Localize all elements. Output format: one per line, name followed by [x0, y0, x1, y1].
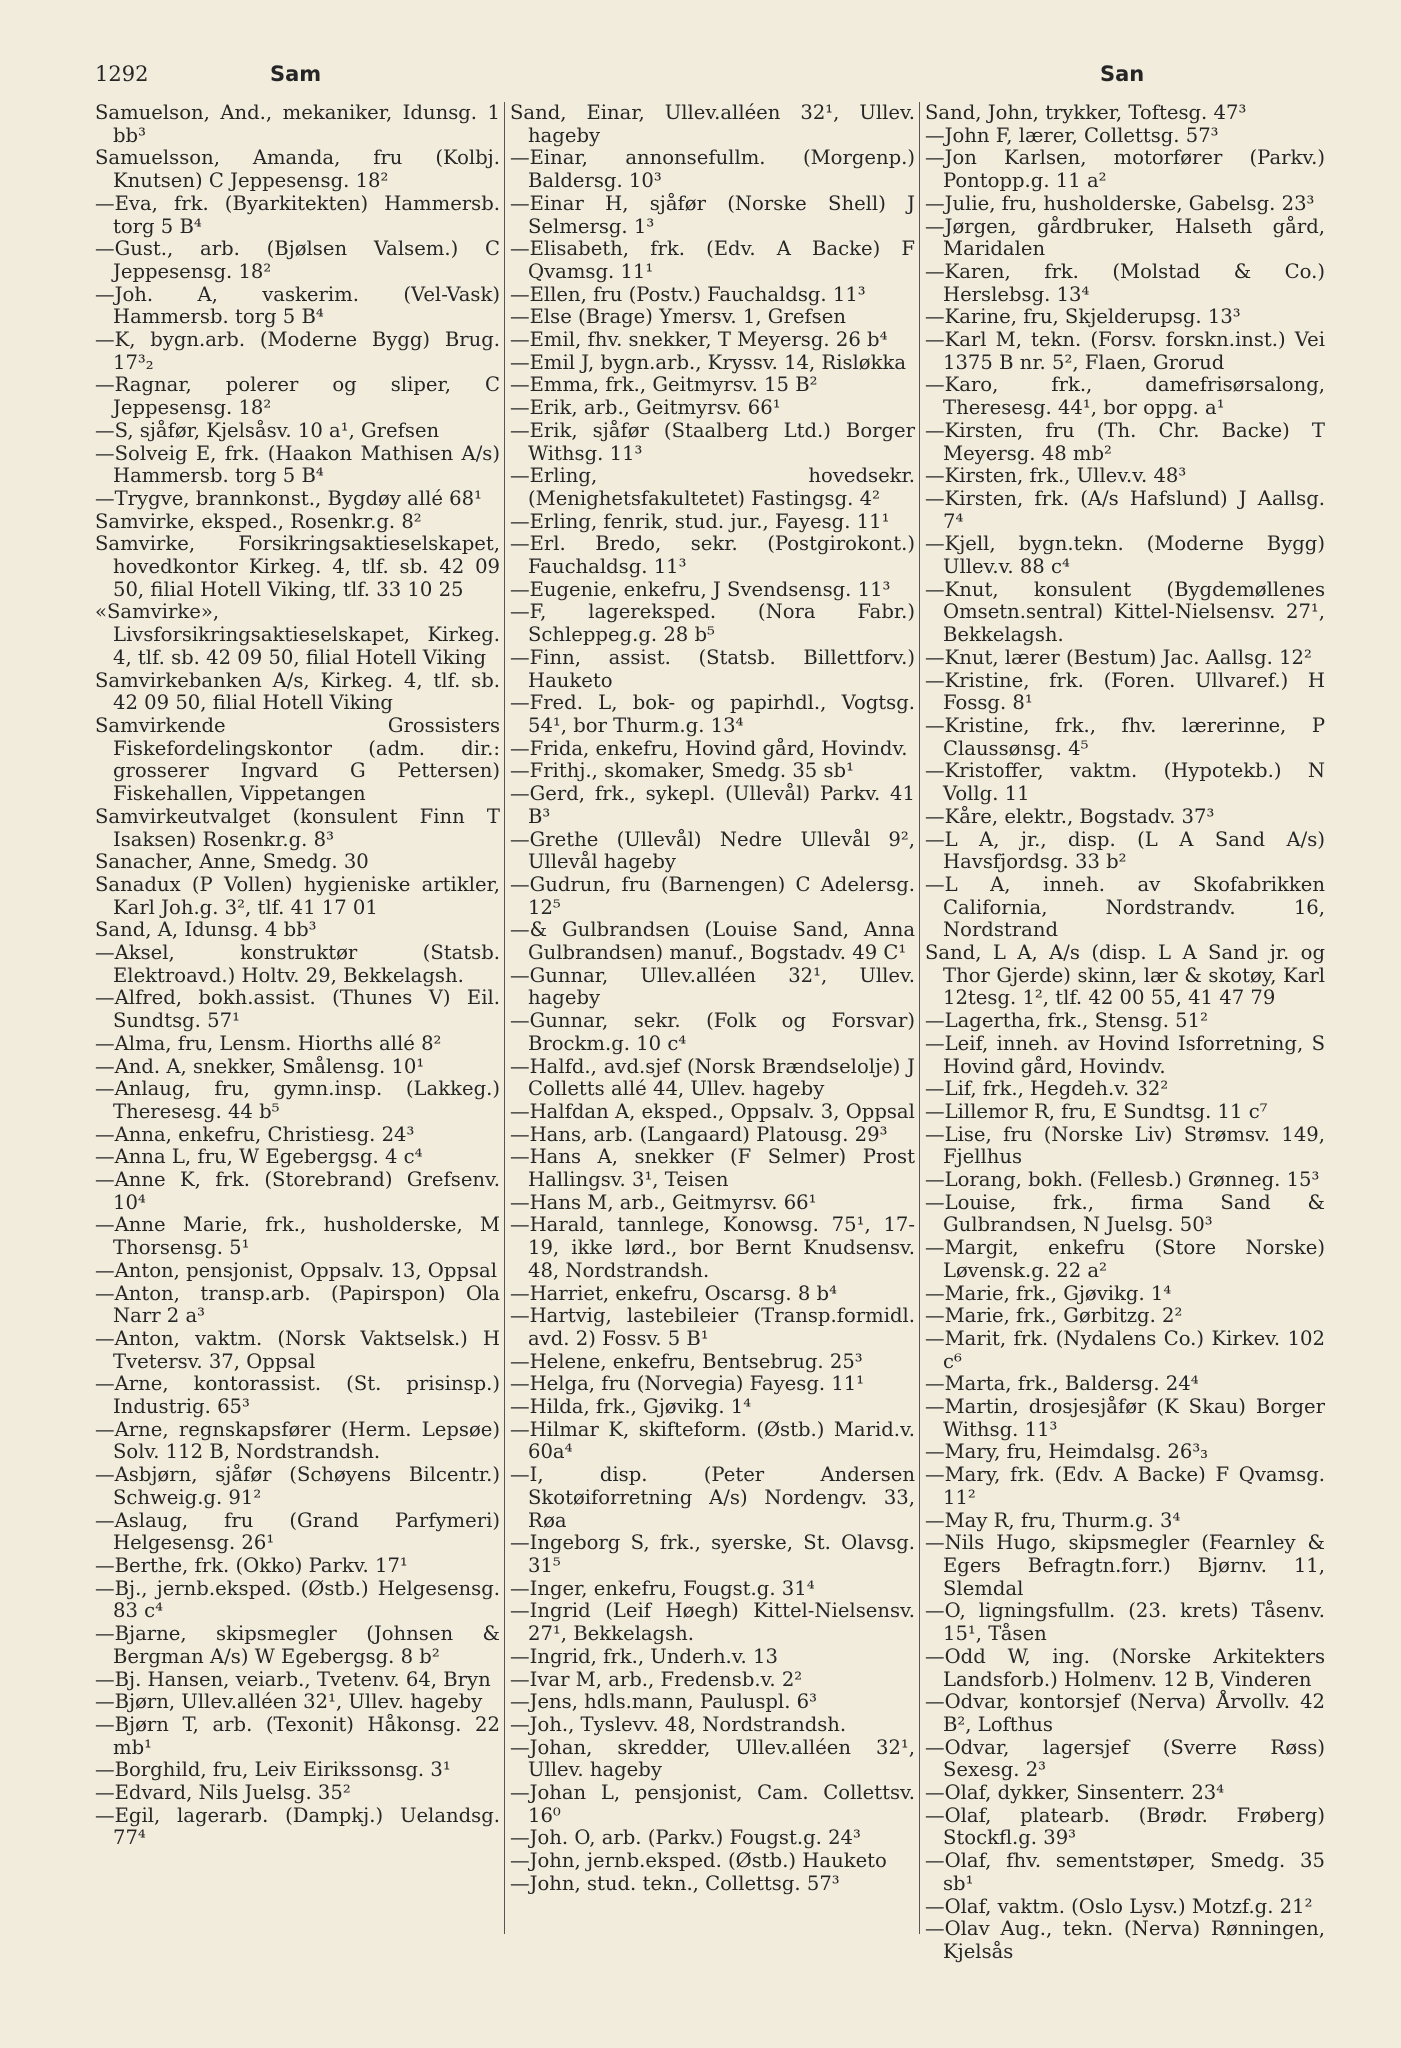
directory-entry: «Samvirke», Livsforsikringsaktieselskapet, Kirkeg. 4, tlf. sb. 42 09 50, filial Hotell Viking — [95, 600, 500, 669]
directory-entry: —K, bygn.arb. (Moderne Bygg) Brug. 17³₂ — [95, 328, 500, 374]
directory-entry: —Alma, fru, Lensm. Hiorths allé 8² — [95, 1031, 442, 1055]
directory-entry: —Anna, enkefru, Christiesg. 24³ — [95, 1122, 415, 1146]
directory-entry: —Ragnar, polerer og sliper, C Jeppesensg. 18² — [95, 373, 500, 420]
directory-entry: —Joh. O, arb. (Parkv.) Fougst.g. 24³ — [510, 1826, 861, 1850]
directory-entry: —Gust., arb. (Bjølsen Valsem.) C Jeppesensg. 18² — [95, 237, 500, 283]
directory-entry: —Bj., jernb.eksped. (Østb.) Helgesensg. 83 c⁴ — [95, 1576, 500, 1623]
directory-entry: —Ivar M, arb., Fredensb.v. 2² — [510, 1667, 803, 1691]
directory-entry: —Inger, enkefru, Fougst.g. 31⁴ — [510, 1576, 815, 1600]
directory-entry: —Jon Karlsen, motorfører (Parkv.) Pontopp.g. 11 a² — [925, 146, 1325, 193]
directory-entry: —Erl. Bredo, sekr. (Postgirokont.) Fauchaldsg. 11³ — [510, 532, 915, 579]
directory-entry: —Elisabeth, frk. (Edv. A Backe) F Qvamsg. 11¹ — [510, 237, 915, 283]
directory-entry: —Anne K, frk. (Storebrand) Grefsenv. 10⁴ — [95, 1168, 500, 1214]
directory-entry: —Halfdan A, eksped., Oppsalv. 3, Oppsal — [510, 1099, 915, 1123]
directory-entry: —Erik, sjåfør (Staalberg Ltd.) Borger Withsg. 11³ — [510, 418, 915, 465]
directory-entry: —Kjell, bygn.tekn. (Moderne Bygg) Ullev.v. 88 c⁴ — [925, 532, 1325, 579]
directory-entry: —Karl M, tekn. (Forsv. forskn.inst.) Vei 1375 B nr. 5², Flaen, Grorud — [925, 328, 1325, 374]
directory-entry: Sand, Einar, Ullev.alléen 32¹, Ullev. hageby — [510, 101, 915, 147]
directory-entry: —Kristine, frk., fhv. lærerinne, P Claussønsg. 4⁵ — [925, 713, 1325, 760]
directory-entry: Sanadux (P Vollen) hygieniske artikler, Karl Joh.g. 3², tlf. 41 17 01 — [95, 872, 500, 919]
directory-entry: —Kirsten, fru (Th. Chr. Backe) T Meyersg. 48 mb² — [925, 418, 1325, 465]
directory-entry: —Einar H, sjåfør (Norske Shell) J Selmersg. 1³ — [510, 191, 915, 238]
directory-entry: —Anton, pensjonist, Oppsalv. 13, Oppsal — [95, 1258, 497, 1282]
directory-entry: Sand, John, trykker, Toftesg. 47³ — [925, 101, 1247, 124]
directory-entry: —Olaf, platearb. (Brødr. Frøberg) Stockfl.g. 39³ — [925, 1803, 1325, 1850]
directory-entry: —Ellen, fru (Postv.) Fauchaldsg. 11³ — [510, 282, 866, 306]
directory-entry: —Bjørn, Ullev.alléen 32¹, Ullev. hageby — [95, 1690, 483, 1714]
right-headword: San — [1100, 62, 1145, 86]
directory-entry: —John, stud. tekn., Collettsg. 57³ — [510, 1871, 840, 1895]
directory-entry: —Kåre, elektr., Bogstadv. 37³ — [925, 804, 1215, 828]
directory-entry: —Anton, transp.arb. (Papirspon) Ola Narr 2 a³ — [95, 1281, 500, 1328]
directory-entry: —Olaf, dykker, Sinsenterr. 23⁴ — [925, 1781, 1225, 1805]
directory-entry: —Hartvig, lastebileier (Transp.formidl. avd. 2) Fossv. 5 B¹ — [510, 1304, 915, 1350]
directory-entry: —Karine, fru, Skjelderupsg. 13³ — [925, 305, 1241, 329]
directory-entry: —Ingeborg S, frk., syerske, St. Olavsg. 31⁵ — [510, 1531, 915, 1577]
directory-entry: —Aksel, konstruktør (Statsb. Elektroavd.) Holtv. 29, Bekkelagsh. — [95, 941, 500, 987]
directory-entry: —Martin, drosjesjåfør (K Skau) Borger Withsg. 11³ — [925, 1395, 1325, 1441]
directory-entry: —Lorang, bokh. (Fellesb.) Grønneg. 15³ — [925, 1168, 1320, 1192]
directory-entry: —Erik, arb., Geitmyrsv. 66¹ — [510, 396, 781, 420]
directory-entry: —Lise, fru (Norske Liv) Strømsv. 149, Fjellhus — [925, 1122, 1325, 1169]
directory-entry: —Aslaug, fru (Grand Parfymeri) Helgesensg. 26¹ — [95, 1508, 500, 1555]
directory-entry: —Jens, hdls.mann, Pauluspl. 6³ — [510, 1690, 817, 1714]
directory-entry: —Kristine, frk. (Foren. Ullvaref.) H Fossg. 8¹ — [925, 668, 1325, 715]
directory-entry: —Emil, fhv. snekker, T Meyersg. 26 b⁴ — [510, 328, 888, 352]
directory-entry: Samuelson, And., mekaniker, Idunsg. 1 bb³ — [95, 101, 500, 147]
directory-entry: —Marit, frk. (Nydalens Co.) Kirkev. 102 c⁶ — [925, 1326, 1325, 1373]
directory-entry: —Frida, enkefru, Hovind gård, Hovindv. — [510, 736, 908, 760]
page-header — [95, 62, 1305, 98]
directory-entry: —Lif, frk., Hegdeh.v. 32² — [925, 1077, 1169, 1101]
column-3 — [925, 102, 1325, 1964]
directory-entry: —Hans M, arb., Geitmyrsv. 66¹ — [510, 1190, 817, 1214]
directory-entry: —Finn, assist. (Statsb. Billettforv.) Hauketo — [510, 645, 915, 692]
directory-entry: —Einar, annonsefullm. (Morgenp.) Baldersg. 10³ — [510, 146, 915, 193]
directory-entry: —Joh. A, vaskerim. (Vel-Vask) Hammersb. torg 5 B⁴ — [95, 282, 500, 329]
directory-entry: —Alfred, bokh.assist. (Thunes V) Eil. Sundtsg. 57¹ — [95, 986, 500, 1033]
directory-entry: —Erling, hovedsekr. (Menighetsfakultetet) Fastingsg. 4² — [510, 464, 915, 510]
directory-entry: —Karen, frk. (Molstad & Co.) Herslebsg. 13⁴ — [925, 259, 1325, 306]
directory-entry: —Hans A, snekker (F Selmer) Prost Hallingsv. 3¹, Teisen — [510, 1145, 915, 1192]
directory-entry: —Kirsten, frk., Ullev.v. 48³ — [925, 464, 1187, 488]
directory-entry: —Nils Hugo, skipsmegler (Fearnley & Egers Befragtn.forr.) Bjørnv. 11, Slemdal — [925, 1531, 1325, 1600]
directory-entry: —Marie, frk., Gørbitzg. 2² — [925, 1304, 1183, 1328]
directory-entry: —Johan L, pensjonist, Cam. Collettsv. 16⁰ — [510, 1781, 915, 1827]
directory-entry: —Joh., Tyslevv. 48, Nordstrandsh. — [510, 1712, 847, 1736]
directory-entry: —Bj. Hansen, veiarb., Tvetenv. 64, Bryn — [95, 1667, 491, 1691]
column-divider — [919, 102, 920, 1934]
directory-entry: —Emil J, bygn.arb., Kryssv. 14, Risløkka — [510, 350, 907, 374]
directory-entry: Samvirkeutvalget (konsulent Finn T Isaksen) Rosenkr.g. 8³ — [95, 804, 500, 851]
directory-entry: —Anne Marie, frk., husholderske, M Thorsensg. 5¹ — [95, 1213, 500, 1260]
directory-entry: —John F, lærer, Collettsg. 57³ — [925, 123, 1219, 147]
directory-entry: —Bjarne, skipsmegler (Johnsen & Bergman A/s) W Egebergsg. 8 b² — [95, 1622, 500, 1668]
directory-entry: —Gerd, frk., sykepl. (Ullevål) Parkv. 41 B³ — [510, 782, 915, 828]
directory-entry: —Borghild, fru, Leiv Eirikssonsg. 3¹ — [95, 1758, 451, 1782]
directory-entry: —Trygve, brannkonst., Bygdøy allé 68¹ — [95, 486, 482, 510]
column-1 — [95, 102, 500, 1850]
directory-entry: —Gunnar, sekr. (Folk og Forsvar) Brockm.g. 10 c⁴ — [510, 1009, 915, 1055]
directory-entry: —& Gulbrandsen (Louise Sand, Anna Gulbrandsen) manuf., Bogstadv. 49 C¹ — [510, 918, 915, 965]
directory-entry: —O, ligningsfullm. (23. krets) Tåsenv. 15¹, Tåsen — [925, 1599, 1325, 1646]
directory-entry: —John, jernb.eksped. (Østb.) Hauketo — [510, 1849, 887, 1873]
column-2 — [510, 102, 915, 1896]
directory-entry: —Asbjørn, sjåfør (Schøyens Bilcentr.) Schweig.g. 91² — [95, 1463, 500, 1509]
directory-entry: —Odvar, kontorsjef (Nerva) Årvollv. 42 B², Lofthus — [925, 1690, 1325, 1736]
directory-entry: —Ingrid (Leif Høegh) Kittel-Nielsensv. 27¹, Bekkelagsh. — [510, 1599, 915, 1646]
directory-entry: —I, disp. (Peter Andersen Skotøiforretning A/s) Nordengv. 33, Røa — [510, 1463, 915, 1532]
directory-entry: —Frithj., skomaker, Smedg. 35 sb¹ — [510, 759, 854, 783]
directory-entry: —Anna L, fru, W Egebergsg. 4 c⁴ — [95, 1145, 423, 1169]
directory-entry: —Kristoffer, vaktm. (Hypotekb.) N Vollg. 11 — [925, 759, 1325, 806]
directory-entry: —Kirsten, frk. (A/s Hafslund) J Aallsg. 7⁴ — [925, 486, 1325, 533]
directory-entry: —L A, jr., disp. (L A Sand A/s) Havsfjordsg. 33 b² — [925, 827, 1325, 874]
directory-entry: Samvirke, Forsikringsaktieselskapet, hovedkontor Kirkeg. 4, tlf. sb. 42 09 50, filial Hotell Viking, tlf. 33 10 25 — [95, 532, 500, 601]
directory-entry: —Olav Aug., tekn. (Nerva) Rønningen, Kjelsås — [925, 1917, 1325, 1963]
directory-entry: —Grethe (Ullevål) Nedre Ullevål 9², Ullevål hageby — [510, 827, 915, 874]
directory-entry: —Odvar, lagersjef (Sverre Røss) Sexesg. 2³ — [925, 1735, 1325, 1782]
directory-entry: —Karo, frk., damefrisørsalong, Theresesg. 44¹, bor oppg. a¹ — [925, 373, 1325, 420]
directory-entry: —Harald, tannlege, Konowsg. 75¹, 17-19, ikke lørd., bor Bernt Knudsensv. 48, Nordstrandsh. — [510, 1213, 915, 1282]
directory-entry: —Margit, enkefru (Store Norske) Løvensk.g. 22 a² — [925, 1236, 1325, 1282]
directory-entry: —Mary, fru, Heimdalsg. 26³₃ — [925, 1440, 1209, 1464]
directory-entry: —Marie, frk., Gjøvikg. 1⁴ — [925, 1281, 1172, 1305]
directory-entry: —Helene, enkefru, Bentsebrug. 25³ — [510, 1349, 863, 1373]
directory-entry: —Lillemor R, fru, E Sundtsg. 11 c⁷ — [925, 1099, 1268, 1123]
directory-entry: —Knut, lærer (Bestum) Jac. Aallsg. 12² — [925, 645, 1312, 669]
directory-entry: —Mary, frk. (Edv. A Backe) F Qvamsg. 11² — [925, 1463, 1325, 1509]
directory-entry: —Emma, frk., Geitmyrsv. 15 B² — [510, 373, 818, 397]
directory-entry: —May R, fru, Thurm.g. 3⁴ — [925, 1508, 1181, 1532]
directory-entry: —Eva, frk. (Byarkitekten) Hammersb. torg 5 B⁴ — [95, 191, 500, 238]
directory-entry: Samvirke, eksped., Rosenkr.g. 8² — [95, 509, 422, 533]
directory-entry: —F, lagereksped. (Nora Fabr.) Schleppeg.g. 28 b⁵ — [510, 600, 915, 647]
directory-entry: —Hans, arb. (Langaard) Platousg. 29³ — [510, 1122, 888, 1146]
directory-entry: —Ingrid, frk., Underh.v. 13 — [510, 1644, 778, 1668]
directory-entry: —Gudrun, fru (Barnengen) C Adelersg. 12⁵ — [510, 872, 915, 919]
directory-entry: —Harriet, enkefru, Oscarsg. 8 b⁴ — [510, 1281, 837, 1305]
directory-entry: —L A, inneh. av Skofabrikken California, Nordstrandv. 16, Nordstrand — [925, 872, 1325, 942]
directory-entry: —Fred. L, bok- og papirhdl., Vogtsg. 54¹, bor Thurm.g. 13⁴ — [510, 691, 915, 737]
directory-entry: —Arne, regnskapsfører (Herm. Lepsøe) Solv. 112 B, Nordstrandsh. — [95, 1417, 500, 1464]
page-number: 1292 — [95, 62, 149, 86]
directory-entry: —Odd W, ing. (Norske Arkitekters Landsforb.) Holmenv. 12 B, Vinderen — [925, 1644, 1325, 1691]
directory-entry: —Else (Brage) Ymersv. 1, Grefsen — [510, 305, 846, 329]
directory-entry: —Johan, skredder, Ullev.alléen 32¹, Ullev. hageby — [510, 1735, 915, 1782]
directory-entry: —Hilda, frk., Gjøvikg. 1⁴ — [510, 1395, 752, 1419]
directory-entry: —Julie, fru, husholderske, Gabelsg. 23³ — [925, 191, 1315, 215]
directory-entry: —Halfd., avd.sjef (Norsk Brændselolje) J Colletts allé 44, Ullev. hageby — [510, 1054, 915, 1101]
directory-entry: —Olaf, fhv. sementstøper, Smedg. 35 sb¹ — [925, 1849, 1325, 1895]
directory-entry: —Leif, inneh. av Hovind Isforretning, S Hovind gård, Hovindv. — [925, 1031, 1325, 1078]
directory-entry: —Louise, frk., firma Sand & Gulbrandsen, N Juelsg. 50³ — [925, 1190, 1325, 1237]
directory-entry: —Egil, lagerarb. (Dampkj.) Uelandsg. 77⁴ — [95, 1803, 500, 1850]
directory-entry: Samvirkende Grossisters Fiskefordelingskontor (adm. dir.: grosserer Ingvard G Pettersen) Fiskehallen, Vippetangen — [95, 713, 500, 806]
directory-entry: —Edvard, Nils Juelsg. 35² — [95, 1781, 351, 1805]
directory-entry: Sand, L A, A/s (disp. L A Sand jr. og Thor Gjerde) skinn, lær & skotøy, Karl 12tesg. 1², tlf. 42 00 55, 41 47 79 — [925, 941, 1325, 1010]
directory-entry: —Erling, fenrik, stud. jur., Fayesg. 11¹ — [510, 509, 890, 533]
directory-entry: —Arne, kontorassist. (St. prisinsp.) Industrig. 65³ — [95, 1372, 500, 1419]
directory-entry: —Bjørn T, arb. (Texonit) Håkonsg. 22 mb¹ — [95, 1712, 500, 1759]
directory-entry: —Marta, frk., Baldersg. 24⁴ — [925, 1372, 1199, 1396]
directory-entry: Sanacher, Anne, Smedg. 30 — [95, 850, 369, 874]
directory-entry: —S, sjåfør, Kjelsåsv. 10 a¹, Grefsen — [95, 418, 440, 442]
directory-entry: —Knut, konsulent (Bygdemøllenes Omsetn.sentral) Kittel-Nielsensv. 27¹, Bekkelagsh. — [925, 577, 1325, 647]
directory-entry: —Anton, vaktm. (Norsk Vaktselsk.) H Tvetersv. 37, Oppsal — [95, 1326, 500, 1373]
directory-entry: —Hilmar K, skifteform. (Østb.) Marid.v. 60a⁴ — [510, 1417, 915, 1464]
directory-entry: —Solveig E, frk. (Haakon Mathisen A/s) Hammersb. torg 5 B⁴ — [95, 441, 500, 488]
directory-entry: —And. A, snekker, Smålensg. 10¹ — [95, 1054, 425, 1078]
directory-entry: —Helga, fru (Norvegia) Fayesg. 11¹ — [510, 1372, 865, 1396]
directory-entry: —Lagertha, frk., Stensg. 51² — [925, 1009, 1208, 1033]
directory-entry: Sand, A, Idunsg. 4 bb³ — [95, 918, 317, 942]
directory-entry: —Eugenie, enkefru, J Svendsensg. 11³ — [510, 577, 891, 601]
directory-entry: —Olaf, vaktm. (Oslo Lysv.) Motzf.g. 21² — [925, 1894, 1313, 1918]
directory-entry: Samvirkebanken A/s, Kirkeg. 4, tlf. sb. 42 09 50, filial Hotell Viking — [95, 668, 500, 715]
left-headword: Sam — [270, 62, 322, 86]
directory-entry: —Berthe, frk. (Okko) Parkv. 17¹ — [95, 1554, 408, 1577]
directory-entry: Samuelsson, Amanda, fru (Kolbj. Knutsen) C Jeppesensg. 18² — [95, 146, 500, 193]
column-divider — [504, 102, 505, 1934]
directory-entry: —Gunnar, Ullev.alléen 32¹, Ullev. hageby — [510, 963, 915, 1010]
directory-entry: —Anlaug, fru, gymn.insp. (Lakkeg.) Theresesg. 44 b⁵ — [95, 1077, 500, 1123]
directory-entry: —Jørgen, gårdbruker, Halseth gård, Maridalen — [925, 214, 1325, 261]
